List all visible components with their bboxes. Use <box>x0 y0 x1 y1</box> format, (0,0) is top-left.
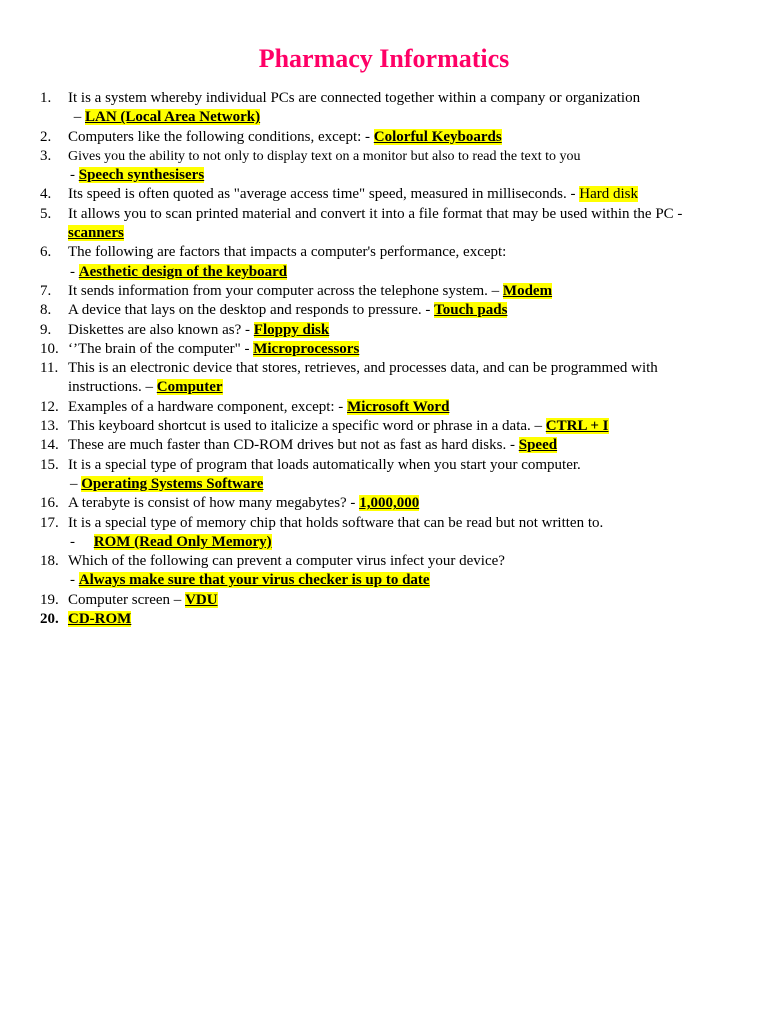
answer-prefix: - <box>70 533 94 550</box>
list-item <box>40 359 740 398</box>
list-item <box>40 185 740 204</box>
item-number: 14. <box>40 437 59 454</box>
item-number: 15. <box>40 456 59 473</box>
answer-highlight: Modem <box>502 282 553 299</box>
list-item <box>40 591 740 610</box>
question-text: It is a special type of memory chip that holds software that can be read but not written to. <box>68 514 604 531</box>
list-item <box>40 514 740 553</box>
item-number: 3. <box>40 147 52 164</box>
answer-highlight: ROM (Read Only Memory) <box>93 533 272 550</box>
answer-highlight: Aesthetic design of the keyboard <box>78 263 288 280</box>
list-item <box>40 436 740 455</box>
item-number: 20. <box>40 611 59 628</box>
list-item <box>40 89 740 128</box>
question-text: Examples of a hardware component, except: - <box>68 398 348 415</box>
question-text: Computer screen – <box>68 591 186 608</box>
item-number: 8. <box>40 302 52 319</box>
list-item <box>40 205 740 244</box>
item-number: 1. <box>40 90 52 106</box>
answer-highlight: Microprocessors <box>253 340 360 357</box>
question-text: Computers like the following conditions, except: - <box>68 128 374 145</box>
answer-highlight: Operating Systems Software <box>81 475 264 492</box>
question-text: Which of the following can prevent a computer virus infect your device? <box>68 553 505 570</box>
item-number: 2. <box>40 128 52 145</box>
list-item <box>40 610 740 629</box>
item-number: 4. <box>40 186 52 203</box>
question-list <box>40 89 740 629</box>
answer-highlight: VDU <box>185 591 218 608</box>
answer-highlight: Speed <box>518 437 558 454</box>
list-item <box>40 494 740 513</box>
answer-highlight: LAN (Local Area Network) <box>85 109 261 126</box>
question-text: It allows you to scan printed material and convert it into a file format that may be used within the PC - <box>68 205 683 222</box>
item-number: 11. <box>40 360 59 377</box>
answer-highlight: CTRL + I <box>545 418 609 435</box>
item-number: 19. <box>40 591 59 608</box>
page-title: Pharmacy Informatics <box>258 44 510 73</box>
question-text: It sends information from your computer across the telephone system. – <box>68 282 503 299</box>
question-text: These are much faster than CD-ROM drives but not as fast as hard disks. - <box>68 437 519 454</box>
list-item <box>40 301 740 320</box>
list-item <box>40 321 740 340</box>
question-text: ‘’The brain of the computer" - <box>68 340 254 357</box>
answer-highlight: Colorful Keyboards <box>373 128 502 145</box>
question-text: The following are factors that impacts a computer's performance, except: <box>68 244 507 261</box>
item-number: 7. <box>40 282 52 299</box>
answer-highlight: 1,000,000 <box>359 495 420 512</box>
list-item <box>40 282 740 301</box>
answer-highlight: Hard disk <box>579 186 639 203</box>
item-number: 16. <box>40 495 59 512</box>
question-text-continued: instructions. – <box>68 379 157 396</box>
answer-highlight: CD-ROM <box>68 611 132 628</box>
item-number: 18. <box>40 553 59 570</box>
answer-highlight: Computer <box>156 379 223 396</box>
answer-prefix: - <box>70 167 79 184</box>
answer-prefix: – <box>73 109 85 126</box>
answer-highlight: Speech synthesisers <box>78 167 205 184</box>
question-text: A device that lays on the desktop and responds to pressure. - <box>68 302 435 319</box>
item-number: 10. <box>40 340 59 357</box>
list-item <box>40 552 740 591</box>
list-item <box>40 243 740 282</box>
answer-highlight: Microsoft Word <box>347 398 450 415</box>
question-text: Diskettes are also known as? - <box>68 321 254 338</box>
question-text: A terabyte is consist of how many megabytes? - <box>68 495 360 512</box>
answer-highlight: Touch pads <box>434 302 508 319</box>
question-text: This is an electronic device that stores, retrieves, and processes data, and can be programmed with <box>68 360 658 377</box>
list-item <box>40 340 740 359</box>
item-number: 6. <box>40 244 52 261</box>
list-item <box>40 398 740 417</box>
item-number: 9. <box>40 321 52 338</box>
item-number: 12. <box>40 398 59 415</box>
answer-prefix: – <box>70 475 82 492</box>
question-text: Gives you the ability to not only to display text on a monitor but also to read the text to you <box>68 148 581 164</box>
list-item <box>40 456 740 495</box>
answer-highlight: scanners <box>68 225 124 242</box>
answer-highlight: Always make sure that your virus checker is up to date <box>78 572 430 589</box>
question-text: It is a system whereby individual PCs are connected together within a company or organization <box>68 90 641 106</box>
answer-prefix: - <box>70 263 79 280</box>
question-text: Its speed is often quoted as "average access time" speed, measured in milliseconds. - <box>68 186 580 203</box>
answer-highlight: Floppy disk <box>253 321 330 338</box>
list-item <box>40 128 740 147</box>
question-text: This keyboard shortcut is used to italicize a specific word or phrase in a data. – <box>68 418 546 435</box>
list-item <box>40 147 740 186</box>
item-number: 17. <box>40 514 59 531</box>
list-item <box>40 417 740 436</box>
answer-prefix: - <box>70 572 79 589</box>
item-number: 13. <box>40 418 59 435</box>
item-number: 5. <box>40 205 52 222</box>
question-text: It is a special type of program that loads automatically when you start your computer. <box>68 456 581 473</box>
